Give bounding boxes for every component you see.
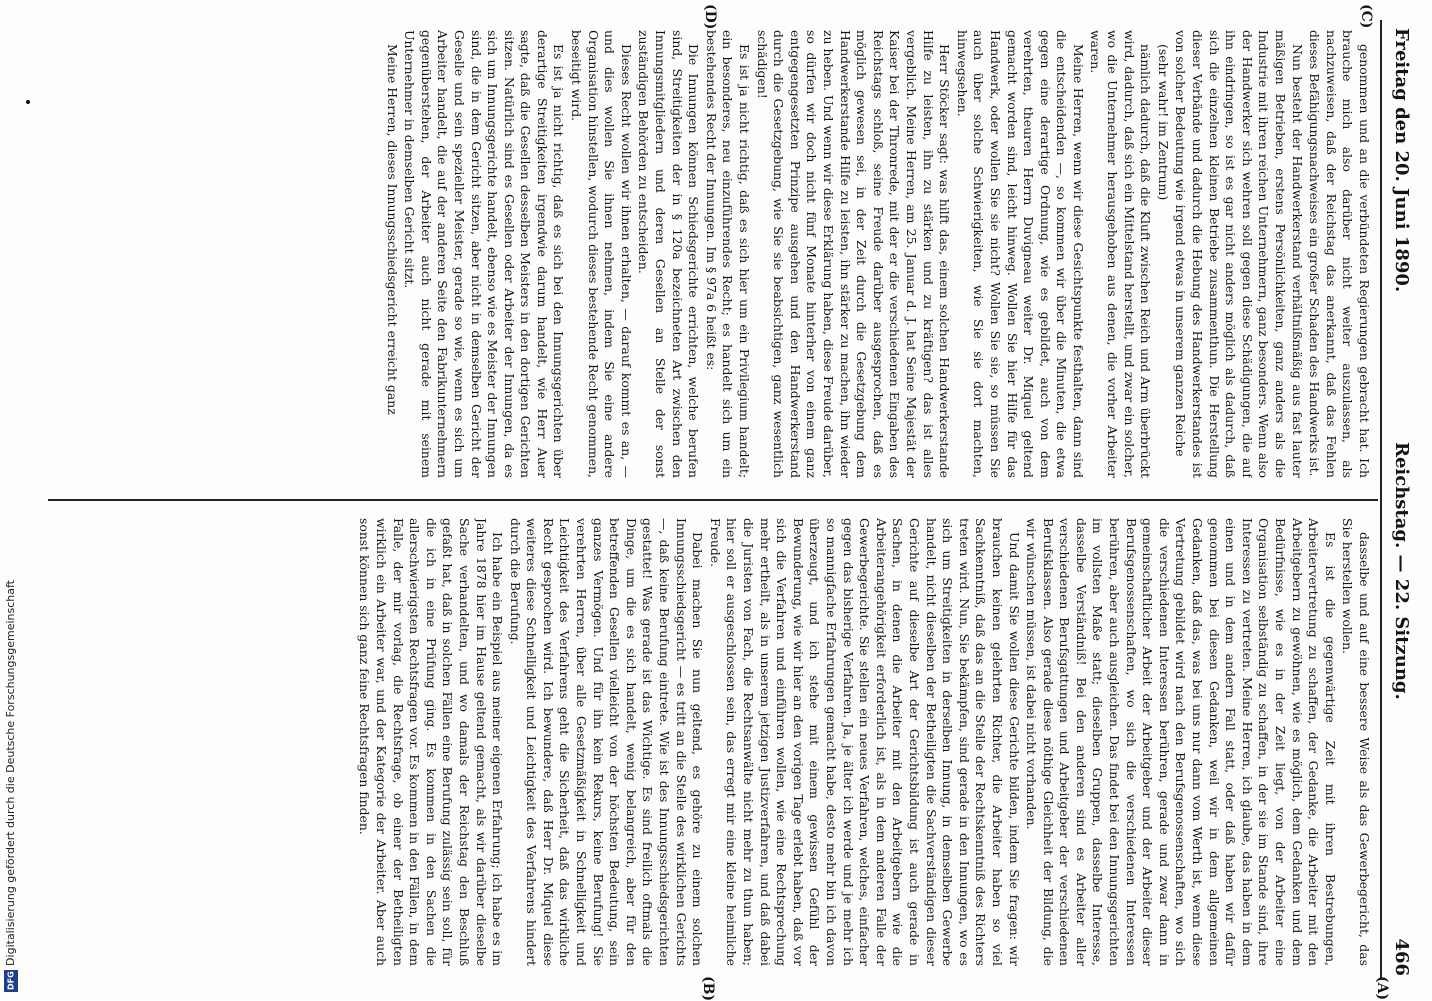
paragraph: Meine Herren, dieses Innungsschiedsgericht erreicht ganz	[384, 44, 400, 415]
paragraph: Es ist ja nicht richtig, daß es sich hier um ein Privilegium handelt; ein besonderes, neu einzuführendes Recht; es handelt sich um ein bestehendes Recht der Innungen. Im § 97a 6 heißt es:	[703, 30, 753, 478]
paragraph: Dabei machen Sie nun geltend, es gehöre zu einem solchen Innungsschiedsgericht — es tritt an die Stelle des wirklichen Gerichts —, daß keine Berufung eintrete. Wie ist des Innungsschiedsgerichten gestattet! Was gerade ist das Wichtige. Es sind freilich oftmals die Dinge, um die es sich handelt, wenig belangreich, aber für den betreffenden Gesellen vielleicht von der höchsten Bedeutung, sein ganzes Vermögen. Und für ihn kein Rekurs, keine Berufung! Sie verehrten Herren, über alle Gesetzmäßigkeit in Schnelligkeit und Leichtigkeit des Verfahrens geht die Sicherheit, daß das wirkliche Recht gesprochen wird. Ich bewundere, daß Herr Dr. Miquel diese weiteres diese Schnelligkeit und Leichtigkeit des Verfahrens hindert durch die Berufung.	[507, 518, 706, 966]
margin-marker-b: (B)	[700, 976, 716, 1001]
paragraph: Dieses Recht wollen wir ihnen erhalten, — darauf kommt es an, — und dies wollen Sie ihnen nehmen, indem Sie eine andere Organisation hinstellen, wodurch dieses bestehende Recht genommen, beseitigt wird.	[569, 30, 634, 478]
margin-marker-a: (A)	[1374, 976, 1390, 1001]
header-date: Freitag den 20. Juni 1890.	[1391, 28, 1412, 293]
paragraph: Meine Herren, wenn wir diese Gesichtspunkte festhalten, dann sind die entscheidenden —, so kommen wir über die Minuten, die etwa gegen eine derartige Ordnung, wie es gebildet, auch von dem verehrten, theuren Herrn Duvigneau weiter Dr. Miquel geltend gemacht worden sind, leicht hinweg. Wollen Sie hier Hilfe für das Handwerk, oder wollen Sie sie nicht? Wollen Sie sie, so müssen Sie auch über solche Schwierigkeiten, wie Sie sie dort machten, hinwegsehen.	[954, 30, 1086, 478]
paragraph: (sehr wahr! im Zentrum)	[1155, 44, 1171, 201]
text-column-right	[52, 30, 1372, 478]
dfg-logo-icon: DFG	[4, 970, 18, 992]
paragraph: Es ist ja nicht richtig, daß es sich bei den Innungsgerichten über derartige Streitigkeiten irgendwie darum handelt, wie Herr Auer sagte, daß die Gesellen desselben Meisters in den dortigen Gerichten sitzen. Natürlich sind es Gesellen oder Arbeiter der Innungen, da es sich um Innungsgerichte handelt, ebenso wie es Meister der Innungen sind, die in dem Gericht sitzen, aber nicht in demselben Gericht der Geselle und sein spezieller Meister, gerade so wie, wenn es sich um Arbeiter handelt, die auf der anderen Seite den Fabrikunternehmern gegenüberstehen, der Arbeiter auch nicht gerade mit seinem Unternehmer in demselben Gericht sitzt.	[402, 30, 567, 478]
digitization-footer	[0, 576, 20, 996]
paragraph: genommen und an die verbündeten Regierungen gebracht hat. Ich brauche mich also darüber nicht weiter auszulassen, als nachzuweisen, daß der Reichstag das anerkannt, daß das Fehlen dieses Befähigungsnachweises ein großer Schaden des Handwerks ist.	[1307, 30, 1372, 478]
paragraph: Und damit Sie wollen diese Gerichte bilden, indem Sie fragen: wir brauchen keinen gelehrten Richter, die Arbeiter haben so viel Sachkenntniß, daß das an die Stelle der Rechtskenntniß des Richters treten wird. Nun, Sie bekämpfen, sind gerade in den Innungen, wo es sich um Streitigkeiten in derselben Innung, in demselben Gewerbe handelt, nicht dieselben der Betheiligten die Sachverständigen dieser Gerichte auf dieselbe Art der Gerichtsbildung ist auch gerade in Sachen, in denen die Arbeiter mit den Arbeitgebern wie die Arbeiterangehörigkeit erforderlich ist, als in dem anderen Falle der Gewerbegerichte. Sie stellen ein neues Verfahren, welches, einfacher gegen das bisherige Verfahren. Ja, je älter ich werde und je mehr ich so mannigfache Erfahrungen gemacht habe, desto mehr bin ich davon überzeugt, und ich stehe mit einem gewissen Gefühl der Bewunderung, wie wir hier an den vorigen Tage erlebt haben, daß vor sich die Verfahren und einführen wollen, wie eine Rechtsprechung mehr ertheilt, als in unserem jetzigen Justizverfahren, und daß dabei die Juristen von Fach, die Rechtsanwälte nicht mehr zu thun haben; hier soll er ausgeschlossen sein, das erregt mir eine kleine heimliche Freude.	[707, 518, 1022, 966]
footer-credit: Digitalisierung gefördert durch die Deutsche Forschungsgemeinschaft	[4, 580, 17, 966]
scan-speck	[26, 100, 30, 104]
paragraph: Es ist die gegenwärtige Zeit mit ihren Bestrebungen, Arbeitervertretung zu schaffen, der Gedanke, die Arbeiter mit den Arbeitgebern zu gewöhnen, wie es möglich, dem Gedanken und dem Bedürfnisse, wie es in der Zeit liegt, von der Arbeiter eine Organisation selbständig zu schaffen, in der sie im Stande sind, ihre Interessen zu vertreten. Meine Herren, ich glaube, das haben in dem einen und in dem andern Fall statt, oder daß haben wir dafür genommen bei diesen Gedanken, weil wir in dem allgemeinen Gedanken, daß das, was bei uns nur dann vom Werth ist, wenn diese Vertretung gebildet wird nach den Berufsgenossenschaften, wo sich die verschiedenen Interessen berühren, gerade und zwar dann in gemeinschaftlicher Arbeit der Arbeitgeber und der Arbeiter dieser Berufsgenossenschaften, wo sich die verschiedenen Interessen berühren, aber auch ausgleichen. Das findet bei den Innungsgerichten im vollsten Maße statt; dieselben Gruppen, dasselbe Interesse, dasselbe Verständniß! Bei den anderen sind es Arbeiter aller verschiedenen Berufsgattungen und Arbeitgeber der verschiedenen Berufsklassen. Also gerade diese nöthige Gleichheit der Bildung, die wir wünschen müssen, ist dabei nicht vorhanden.	[1024, 518, 1338, 966]
header-title: Reichstag. — 22. Sitzung.	[1391, 442, 1412, 700]
text-column-left	[52, 518, 1372, 966]
page-header	[1388, 22, 1412, 986]
column-divider	[48, 499, 1378, 501]
paragraph: dasselbe und auf eine bessere Weise als das Gewerbegericht, das Sie herstellen wollen.	[1340, 518, 1372, 966]
paragraph: Herr Stöcker sagt: was hilft das, einem solchen Handwerkerstande Hilfe zu leisten, ihn zu stärken und zu kräftigen? das ist alles vergeblich. Meine Herren, am 25. Januar d. J. hat Seine Majestät der Kaiser bei der Thronrede, mit der er die verschiedenen Eingaben des Reichstags schloß, seine Freude darüber ausgesprochen, daß es möglich gewesen sei, in der Zeit durch die Gesetzgebung dem Handwerkerstande Hilfe zu leisten, ihn stärker zu machen, ihn wieder zu heben. Und wenn wir diese Erklärung haben, diese Freude darüber, so dürfen wir doch nicht fünf Monate hinterher von einem ganz entgegengesetzten Prinzipe ausgehen und den Handwerkerstand durch die Gesetzgebung, wie Sie sie beabsichtigen, ganz wesentlich schädigen!	[754, 30, 953, 478]
paragraph: Ich habe ein Beispiel aus meiner eigenen Erfahrung; ich habe es im Jahre 1878 hier im Hause geltend gemacht, als wir darüber dieselbe Sache verhandelten, und wo damals der Reichstag den Beschluß gefaßt hat, daß in solchen Fällen eine Berufung zulässig sein soll, für die ich in eine Prüfung ging. Es kommen in den Sachen die allerschwierigsten Rechtsfragen vor. Es kommen in den Fällen, in dem Falle, der mir vorlag, die Rechtsfrage, ob einer der Betheiligten wirklich ein Arbeiter war, und der Kategorie der Arbeiter. Aber auch sonst können sich ganz feine Rechtsfragen finden.	[357, 518, 506, 966]
page-number: 466	[1391, 938, 1412, 976]
header-rule	[1380, 20, 1382, 980]
margin-marker-d: (D)	[702, 4, 718, 30]
margin-marker-c: (C)	[1358, 4, 1374, 29]
paragraph: nämlich dadurch, daß die Kluft zwischen Reich und Arm überbrückt wird, dadurch, daß sich ein Mittelstand herstellt, und zwar ein solcher, wo die Unternehmer herausgehoben aus denen, die vorher Arbeiter waren.	[1088, 30, 1154, 478]
paragraph: Nun besteht der Handwerkerstand verhältnißmäßig aus fast lauter mäßigen Betrieben, erstens Persönlichkeiten, ganz anders als die Industrie mit ihren reichen Unternehmern, ganz besonders. Wenn also der Handwerker sich wehren soll gegen diese Schädigungen, die auf ihn eindringen, so ist es gar nicht anders möglich als dadurch, daß sich die einzelnen kleinen Betriebe zusammenthun. Die Herstellung dieser Verbände und dadurch die Hebung des Handwerkerstandes ist von solcher Bedeutung wie irgend etwas in unserem ganzen Reiche	[1173, 30, 1305, 478]
paragraph: Die Innungen können Schiedsgerichte errichten, welche berufen sind, Streitigkeiten der in § 120a bezeichneten Art zwischen den Innungsmitgliedern und deren Gesellen an Stelle der sonst zuständigen Behörden zu entscheiden.	[636, 30, 702, 478]
